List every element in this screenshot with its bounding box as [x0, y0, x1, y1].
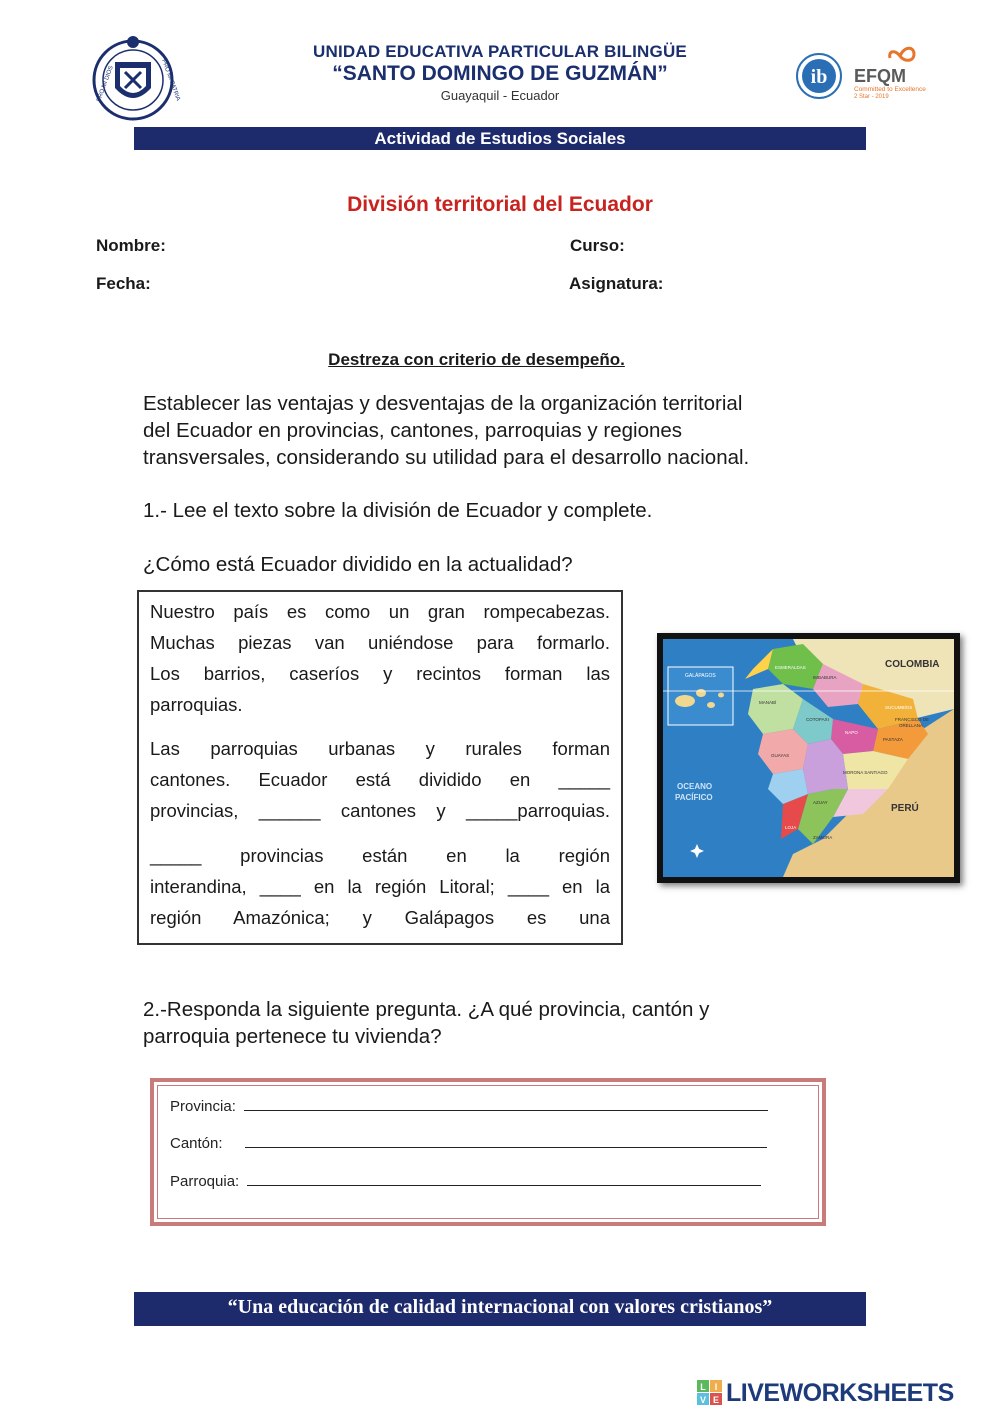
- svg-text:L: L: [700, 1382, 706, 1392]
- activity-banner: Actividad de Estudios Sociales: [134, 127, 866, 150]
- course-label: Curso:: [570, 236, 625, 255]
- liveworksheets-wordmark: LIVEWORKSHEETS: [726, 1379, 954, 1407]
- efqm-subtitle-1: Committed to Excellence: [854, 86, 926, 93]
- parroquia-label: Parroquia:: [170, 1173, 240, 1190]
- provincia-label: Provincia:: [170, 1098, 236, 1115]
- map-label-cotopaxi: COTOPAXI: [806, 717, 829, 722]
- liveworksheets-badge-icon: [697, 1380, 723, 1406]
- svg-text:E: E: [712, 1395, 720, 1405]
- reading-line: _____ provincias están en la región: [150, 845, 610, 866]
- parroquia-answer-line[interactable]: [247, 1171, 761, 1186]
- reading-line: Muchas piezas van uniéndose para formarlo.: [150, 632, 610, 653]
- svg-text:V: V: [699, 1395, 707, 1405]
- map-label-ocean-1: OCEANO: [677, 782, 713, 791]
- name-label: Nombre:: [96, 236, 166, 255]
- map-label-colombia: COLOMBIA: [885, 659, 940, 670]
- map-island: [675, 695, 695, 707]
- map-label-azuay: AZUAY: [813, 800, 828, 805]
- efqm-logo: [852, 42, 936, 100]
- map-label-zamora: ZAMORA: [813, 835, 833, 840]
- question-1-prompt: ¿Cómo está Ecuador dividido en la actualidad?: [143, 553, 573, 576]
- canton-answer-line[interactable]: [245, 1133, 767, 1148]
- question-2-line: 2.-Responda la siguiente pregunta. ¿A qué provincia, cantón y: [143, 998, 710, 1021]
- skill-line: transversales, considerando su utilidad para el desarrollo nacional.: [143, 446, 750, 469]
- reading-line: Los barrios, caseríos y recintos forman las: [150, 663, 610, 684]
- map-label-loja: LOJA: [785, 825, 797, 830]
- skill-line: del Ecuador en provincias, cantones, parroquias y regiones: [143, 419, 683, 442]
- school-name-line1: UNIDAD EDUCATIVA PARTICULAR BILINGÜE: [313, 42, 687, 61]
- ecuador-province-map: [663, 639, 954, 877]
- map-label-manabi: MANABÍ: [759, 700, 777, 705]
- answer-row-canton: [170, 1133, 767, 1152]
- map-label-ocean-2: PACÍFICO: [675, 793, 713, 802]
- date-label: Fecha:: [96, 274, 151, 293]
- reading-line: región Amazónica; y Galápagos es una: [150, 907, 610, 928]
- reading-line: provincias, ______ cantones y _____parroquias.: [150, 800, 610, 821]
- subject-label: Asignatura:: [569, 274, 664, 293]
- map-label-guayas: GUAYAS: [771, 753, 790, 758]
- map-label-orellana-1: FRANCISCO DE: [895, 717, 930, 722]
- map-label-orellana-2: ORELLANA: [899, 723, 924, 728]
- question-2-prompt: [143, 996, 863, 1050]
- school-motto-banner: “Una educación de calidad internacional con valores cristianos”: [134, 1292, 866, 1326]
- svg-text:ib: ib: [810, 66, 828, 88]
- school-name-line2: “SANTO DOMINGO DE GUZMÁN”: [332, 62, 668, 85]
- question-1-instruction: 1.- Lee el texto sobre la división de Ecuador y complete.: [143, 499, 653, 522]
- map-island: [707, 702, 715, 708]
- skill-heading: Destreza con criterio de desempeño.: [328, 350, 625, 369]
- map-label-galapagos: GALÁPAGOS: [685, 673, 716, 679]
- efqm-title: EFQM: [854, 66, 906, 86]
- crest-motto-right: PRO MI PATRIA: [160, 58, 181, 102]
- reading-paragraph-1: [150, 596, 610, 720]
- answer-row-provincia: [170, 1096, 768, 1115]
- answer-row-parroquia: [170, 1171, 761, 1190]
- reading-line: Las parroquias urbanas y rurales forman: [150, 738, 610, 759]
- skill-description: [143, 390, 863, 471]
- canton-label: Cantón:: [170, 1135, 223, 1152]
- map-label-napo: NAPO: [845, 730, 858, 735]
- reading-line: cantones. Ecuador está dividido en _____: [150, 769, 610, 790]
- crest-motto-left: PRO MI DIOS: [96, 65, 115, 103]
- school-location: Guayaquil - Ecuador: [440, 88, 560, 103]
- map-island: [696, 689, 706, 697]
- reading-line: Nuestro país es como un gran rompecabezas.: [150, 601, 610, 622]
- map-label-esmeraldas: ESMERALDAS: [775, 665, 806, 670]
- map-island: [718, 693, 724, 698]
- svg-text:I: I: [714, 1382, 718, 1392]
- map-label-peru: PERÚ: [891, 803, 919, 814]
- reading-line: interandina, ____ en la región Litoral; ____ en la: [150, 876, 610, 897]
- reading-line: parroquias.: [150, 694, 243, 715]
- map-label-imbabura: IMBABURA: [813, 675, 837, 680]
- liveworksheets-watermark: [697, 1380, 954, 1406]
- map-label-sucumbios: SUCUMBÍOS: [885, 705, 913, 710]
- question-2-line: parroquia pertenece tu vivienda?: [143, 1025, 442, 1048]
- provincia-answer-line[interactable]: [244, 1096, 768, 1111]
- reading-paragraph-2: [150, 733, 610, 826]
- ib-logo: [795, 52, 843, 100]
- reading-paragraph-3: [150, 840, 610, 933]
- map-label-pastaza: PASTAZA: [883, 737, 903, 742]
- document-title: División territorial del Ecuador: [347, 193, 653, 216]
- skill-line: Establecer las ventajas y desventajas de la organización territorial: [143, 392, 743, 415]
- map-label-morona: MORONA SANTIAGO: [843, 770, 888, 775]
- efqm-subtitle-2: 2 Star - 2019: [854, 94, 889, 100]
